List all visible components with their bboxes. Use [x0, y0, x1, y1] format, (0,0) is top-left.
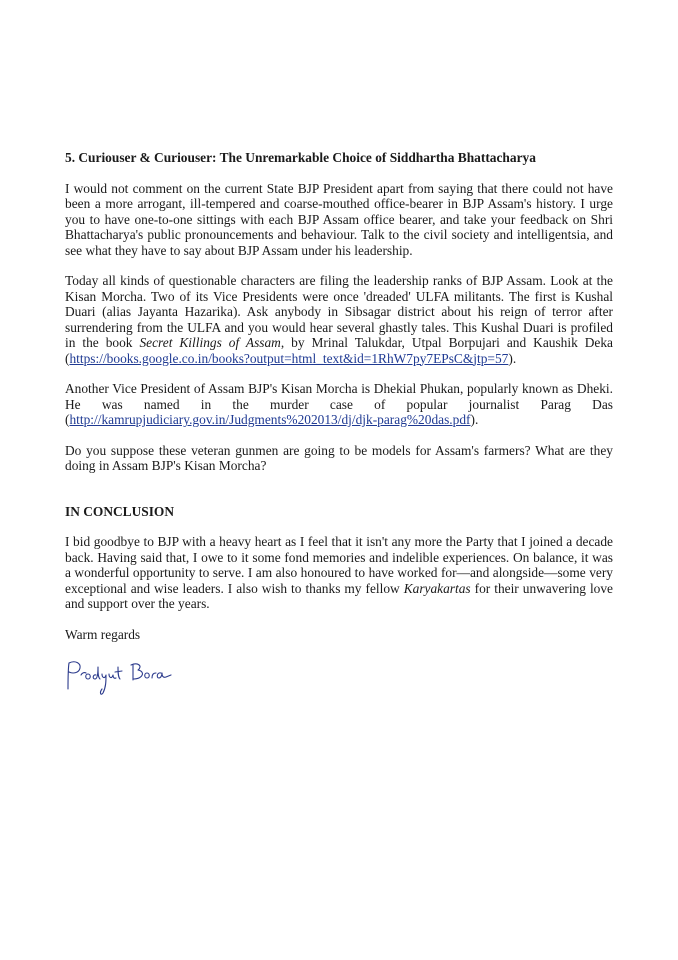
conclusion-text-a: I bid goodbye to BJP with a heavy heart as I feel that it isn't any more the Party that I joined a decade back. Having said that, I owe to it some fond memories and indelible experiences. On balance, it was a wonderful opportunity to serve. I am also honoured to have worked for—and alongside—some very exceptional and wise leaders. I also wish to thanks my fellow [65, 534, 613, 596]
google-books-link[interactable]: https://books.google.co.in/books?output=html_text&id=1RhW7py7EPsC&jtp=57 [69, 350, 509, 366]
paragraph-2-text-c: ). [508, 350, 517, 366]
karyakartas-term: Karyakartas [403, 580, 471, 596]
section-5-paragraph-4: Do you suppose these veteran gunmen are going to be models for Assam's farmers? What are they doing in Assam BJP's Kisan Morcha? [65, 442, 613, 473]
paragraph-3-text-a: Another Vice President of Assam BJP's Kisan Morcha is Dhekial Phukan, popularly known as Dheki. He was named in the murder case of popular journalist Parag Das ( [65, 381, 613, 427]
handwritten-signature [65, 657, 175, 699]
paragraph-2-text-a: Today all kinds of questionable characters are filing the leadership ranks of BJP Assam. Look at the Kisan Morcha. Two of its Vice Presidents were once 'dreaded' ULFA militants. The first is Kushal Duari (alias Jayanta Hazarika). Ask anybody in Sibsagar district about his reign of terror after surrendering from the ULFA and you would hear several ghastly tales. This Kushal Duari is profiled in the book [65, 273, 613, 350]
book-title: Secret Killings of Assam [139, 335, 281, 350]
section-5-paragraph-3 [65, 381, 613, 428]
conclusion-heading: IN CONCLUSION [65, 503, 175, 519]
judgment-pdf-link[interactable]: http://kamrupjudiciary.gov.in/Judgments%202013/dj/djk-parag%20das.pdf [69, 412, 471, 427]
section-5-paragraph-1: I would not comment on the current State BJP President apart from saying that there could not have been a more arrogant, ill-tempered and coarse-mouthed office-bearer in BJP Assam's history. I urge you to have one-to-one sittings with each BJP Assam office bearer, and take your feedback on Shri Bhattacharya's public pronouncements and behaviour. Talk to the civil society and intelligentsia, and see what they have to say about BJP Assam under his leadership. [65, 180, 613, 258]
paragraph-2-text-b: , by Mrinal Talukdar, Utpal Borpujari and Kaushik Deka ( [65, 335, 613, 366]
section-5-paragraph-2 [65, 273, 613, 366]
closing-line: Warm regards [65, 626, 141, 642]
conclusion-text-b: for their unwavering love and support over the years. [65, 580, 614, 611]
section-5-heading: 5. Curiouser & Curiouser: The Unremarkable Choice of Siddhartha Bhattacharya [65, 150, 536, 165]
paragraph-3-text-b: ). [470, 412, 479, 427]
conclusion-paragraph [65, 534, 613, 612]
letter-page [65, 150, 613, 699]
